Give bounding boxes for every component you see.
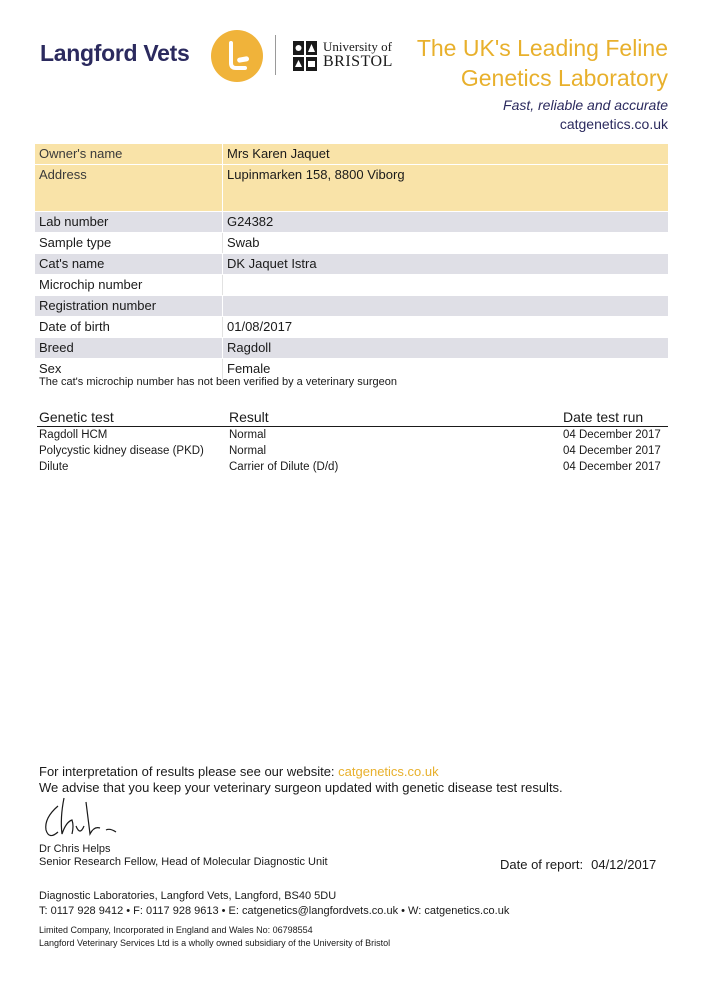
info-label: Sample type: [35, 233, 223, 254]
website-link[interactable]: catgenetics.co.uk: [559, 116, 668, 132]
headline-line2: Genetics Laboratory: [460, 65, 668, 91]
info-row-breed: [35, 338, 668, 359]
university-line1: University of: [323, 39, 392, 54]
info-label: Owner's name: [35, 144, 223, 165]
column-header-result: Result: [227, 408, 561, 427]
info-label: Microchip number: [35, 275, 223, 296]
results-header-row: [37, 408, 668, 427]
info-row-owner: [35, 144, 668, 165]
sample-info-table: [35, 144, 668, 380]
report-date-label: Date of report:: [500, 857, 584, 872]
header-divider: [275, 35, 276, 75]
result-value: Normal: [229, 445, 267, 457]
company-registration: Limited Company, Incorporated in England and Wales No: 06798554: [39, 925, 313, 935]
info-value: Swab: [223, 233, 669, 254]
info-row-microchip: [35, 275, 668, 296]
info-row-registration: [35, 296, 668, 317]
advice-note: We advise that you keep your veterinary surgeon updated with genetic disease test results.: [39, 780, 563, 795]
info-row-address: [35, 165, 668, 212]
info-value: [223, 296, 669, 317]
interpretation-link[interactable]: catgenetics.co.uk: [338, 764, 439, 779]
langford-vets-logo-text: Langford Vets: [40, 40, 190, 66]
microchip-note: The cat's microchip number has not been verified by a veterinary surgeon: [39, 376, 397, 388]
report-date-value: 04/12/2017: [591, 857, 657, 872]
info-label: Cat's name: [35, 254, 223, 275]
result-value: Normal: [229, 429, 267, 441]
genetic-results-table: [37, 408, 668, 475]
signer-name: Dr Chris Helps: [39, 843, 111, 855]
company-ownership: Langford Veterinary Services Ltd is a wholly owned subsidiary of the University of Bristol: [39, 938, 391, 948]
result-value: Carrier of Dilute (D/d): [229, 461, 339, 473]
result-date: 04 December 2017: [563, 461, 661, 473]
university-of-bristol-logo-text: [323, 40, 393, 70]
signature-image: [36, 796, 126, 847]
headline-line1: The UK's Leading Feline: [416, 35, 668, 61]
result-date: 04 December 2017: [563, 429, 661, 441]
headline: [417, 33, 668, 93]
info-value: 01/08/2017: [223, 317, 669, 338]
info-value: Ragdoll: [223, 338, 669, 359]
results-row: [37, 443, 668, 459]
info-value: Female: [223, 359, 669, 380]
interpretation-note: [39, 764, 439, 779]
lab-contact-details: T: 0117 928 9412 • F: 0117 928 9613 • E: catgenetics@langfordvets.co.uk • W: catgenetics.co.uk: [39, 905, 510, 917]
info-row-sample-type: [35, 233, 668, 254]
langford-logo-icon: [211, 30, 263, 82]
info-label: Breed: [35, 338, 223, 359]
info-label: Registration number: [35, 296, 223, 317]
info-value: Mrs Karen Jaquet: [223, 144, 669, 165]
interpretation-text: For interpretation of results please see our website:: [39, 764, 339, 779]
results-row: [37, 427, 668, 444]
info-label: Sex: [35, 359, 223, 380]
column-header-test: Genetic test: [37, 408, 227, 427]
info-value: DK Jaquet Istra: [223, 254, 669, 275]
info-value: G24382: [223, 212, 669, 233]
report-date: [500, 857, 656, 872]
tagline: Fast, reliable and accurate: [503, 97, 668, 113]
results-row: [37, 459, 668, 475]
info-label: Address: [35, 165, 223, 212]
result-test: Polycystic kidney disease (PKD): [39, 445, 204, 457]
column-header-date: Date test run: [561, 408, 668, 427]
university-line2: BRISTOL: [323, 53, 393, 70]
info-value: [223, 275, 669, 296]
result-test: Ragdoll HCM: [39, 429, 108, 441]
info-label: Lab number: [35, 212, 223, 233]
university-crest-icon: [293, 41, 317, 71]
info-row-date-of-birth: [35, 317, 668, 338]
info-row-lab-number: [35, 212, 668, 233]
lab-address: Diagnostic Laboratories, Langford Vets, Langford, BS40 5DU: [39, 890, 337, 902]
signer-title: Senior Research Fellow, Head of Molecular Diagnostic Unit: [39, 856, 328, 868]
result-date: 04 December 2017: [563, 445, 661, 457]
info-label: Date of birth: [35, 317, 223, 338]
info-row-cat-name: [35, 254, 668, 275]
result-test: Dilute: [39, 461, 69, 473]
info-value: Lupinmarken 158, 8800 Viborg: [223, 165, 669, 212]
